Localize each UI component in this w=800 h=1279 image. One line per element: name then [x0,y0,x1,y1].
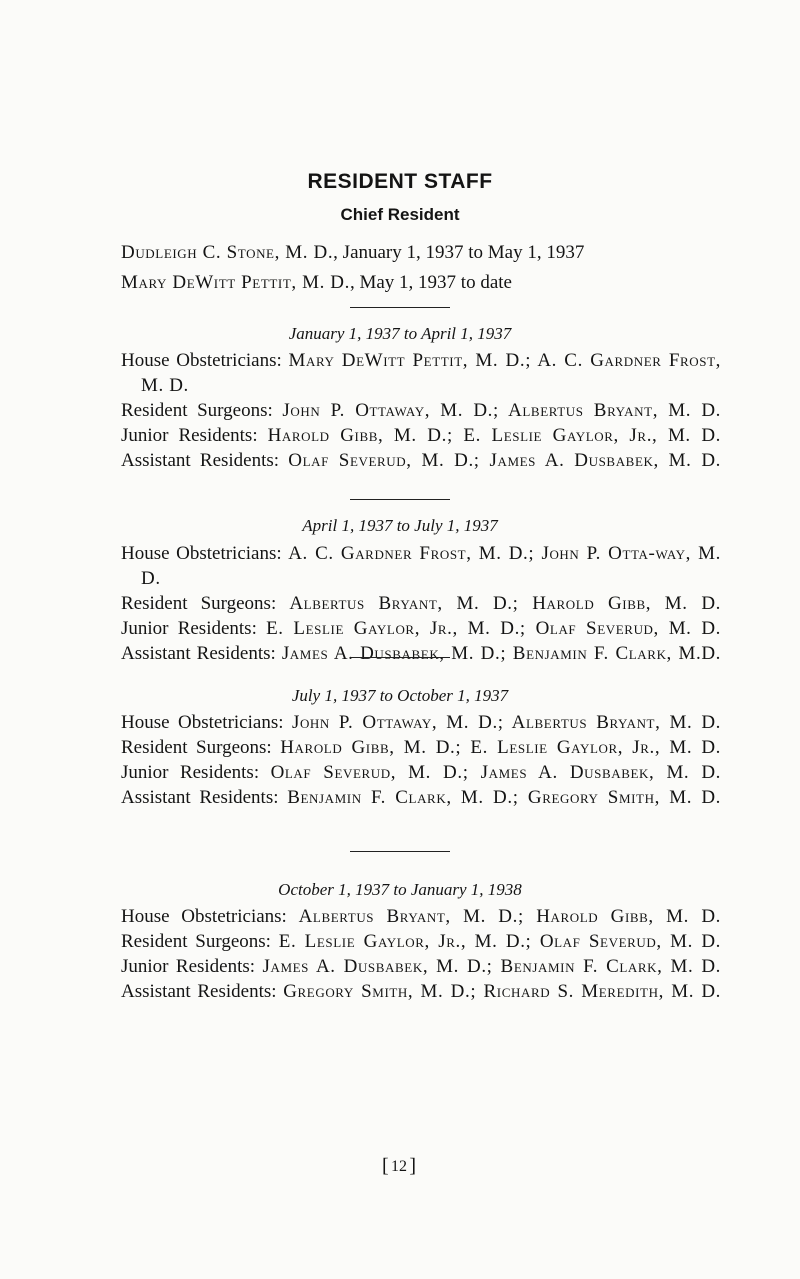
section-divider [350,851,450,852]
staff-names: E. Leslie Gaylor, Jr., M. D.; Olaf Severud, M. D. [266,618,722,639]
staff-entry [121,616,721,641]
role-label: House Obstetricians: [121,712,284,733]
role-label: Junior Residents: [121,425,258,446]
right-bracket: ] [409,1155,416,1177]
role-label: Resident Surgeons: [121,737,272,758]
staff-names: Olaf Severud, M. D.; James A. Dusbabek, M. D. [270,762,721,783]
staff-names: James A. Dusbabek, M. D.; Benjamin F. Clark, M. D. [262,956,722,977]
staff-names: Harold Gibb, M. D.; E. Leslie Gaylor, Jr., M. D. [267,425,722,446]
staff-entry [121,710,721,735]
staff-names: Albertus Bryant, M. D.; Harold Gibb, M. D. [298,906,722,927]
staff-entry [121,591,721,616]
staff-entry [121,979,721,1004]
staff-entry [121,929,721,954]
role-label: Assistant Residents: [121,787,279,808]
section-divider [350,307,450,308]
section-subtitle: Chief Resident [340,205,460,224]
staff-entry [121,348,721,398]
staff-entry [121,398,721,423]
role-label: House Obstetricians: [121,350,282,371]
chief-resident-name: Dudleigh C. Stone, M. D. [121,242,334,263]
staff-names: Albertus Bryant, M. D.; Harold Gibb, M. D. [289,593,721,614]
staff-names: E. Leslie Gaylor, Jr., M. D.; Olaf Severud, M. D. [278,931,722,952]
period-block [121,348,721,473]
period-heading: January 1, 1937 to April 1, 1937 [288,324,512,343]
role-label: Resident Surgeons: [121,931,271,952]
staff-entry [121,641,721,666]
section-divider [350,657,450,658]
staff-names: Gregory Smith, M. D.; Richard S. Meredith, M. D. [283,981,721,1002]
chief-resident-list [121,238,721,298]
staff-names: Benjamin F. Clark, M. D.; Gregory Smith, M. D. [287,787,721,808]
staff-names: John P. Ottaway, M. D.; Albertus Bryant, M. D. [291,712,722,733]
chief-resident-term: May 1, 1937 to date [359,272,512,293]
staff-entry [121,541,721,591]
period-block [121,710,721,810]
left-bracket: [ [382,1155,389,1177]
role-label: Assistant Residents: [121,450,280,471]
period-heading: July 1, 1937 to October 1, 1937 [291,686,509,705]
period-block [121,541,721,666]
staff-names: A. C. Gardner Frost, M. D.; John P. Otta-way, M. D. [141,543,722,589]
staff-entry [121,954,721,979]
staff-entry [121,448,721,473]
staff-names: Mary DeWitt Pettit, M. D.; A. C. Gardner Frost, M. D. [141,350,722,396]
role-label: Resident Surgeons: [121,593,277,614]
role-label: House Obstetricians: [121,906,287,927]
chief-resident-name: Mary DeWitt Pettit, M. D. [121,272,350,293]
staff-entry [121,760,721,785]
role-label: Junior Residents: [121,762,260,783]
staff-entry [121,904,721,929]
staff-entry [121,423,721,448]
chief-resident-entry: Mary DeWitt Pettit, M. D., May 1, 1937 to date [121,272,512,293]
staff-names: Olaf Severud, M. D.; James A. Dusbabek, M. D. [288,450,721,471]
role-label: Junior Residents: [121,618,257,639]
chief-resident-term: January 1, 1937 to May 1, 1937 [342,242,585,263]
period-heading: October 1, 1937 to January 1, 1938 [278,880,522,899]
staff-entry [121,785,721,810]
section-divider [350,499,450,500]
period-block [121,904,721,1004]
role-label: Assistant Residents: [121,981,277,1002]
page-title: RESIDENT STAFF [307,170,493,193]
staff-entry [121,735,721,760]
page-number [382,1154,416,1180]
page-number-value: 12 [391,1158,407,1175]
staff-names: John P. Ottaway, M. D.; Albertus Bryant, M. D. [282,400,721,421]
role-label: Junior Residents: [121,956,256,977]
staff-names: Harold Gibb, M. D.; E. Leslie Gaylor, Jr., M. D. [280,737,721,758]
staff-names: James A. Dusbabek, M. D.; Benjamin F. Clark, M.D. [281,643,721,664]
role-label: Resident Surgeons: [121,400,273,421]
period-heading: April 1, 1937 to July 1, 1937 [302,516,498,535]
role-label: House Obstetricians: [121,543,282,564]
chief-resident-entry: Dudleigh C. Stone, M. D., January 1, 1937 to May 1, 1937 [121,242,585,263]
role-label: Assistant Residents: [121,643,276,664]
